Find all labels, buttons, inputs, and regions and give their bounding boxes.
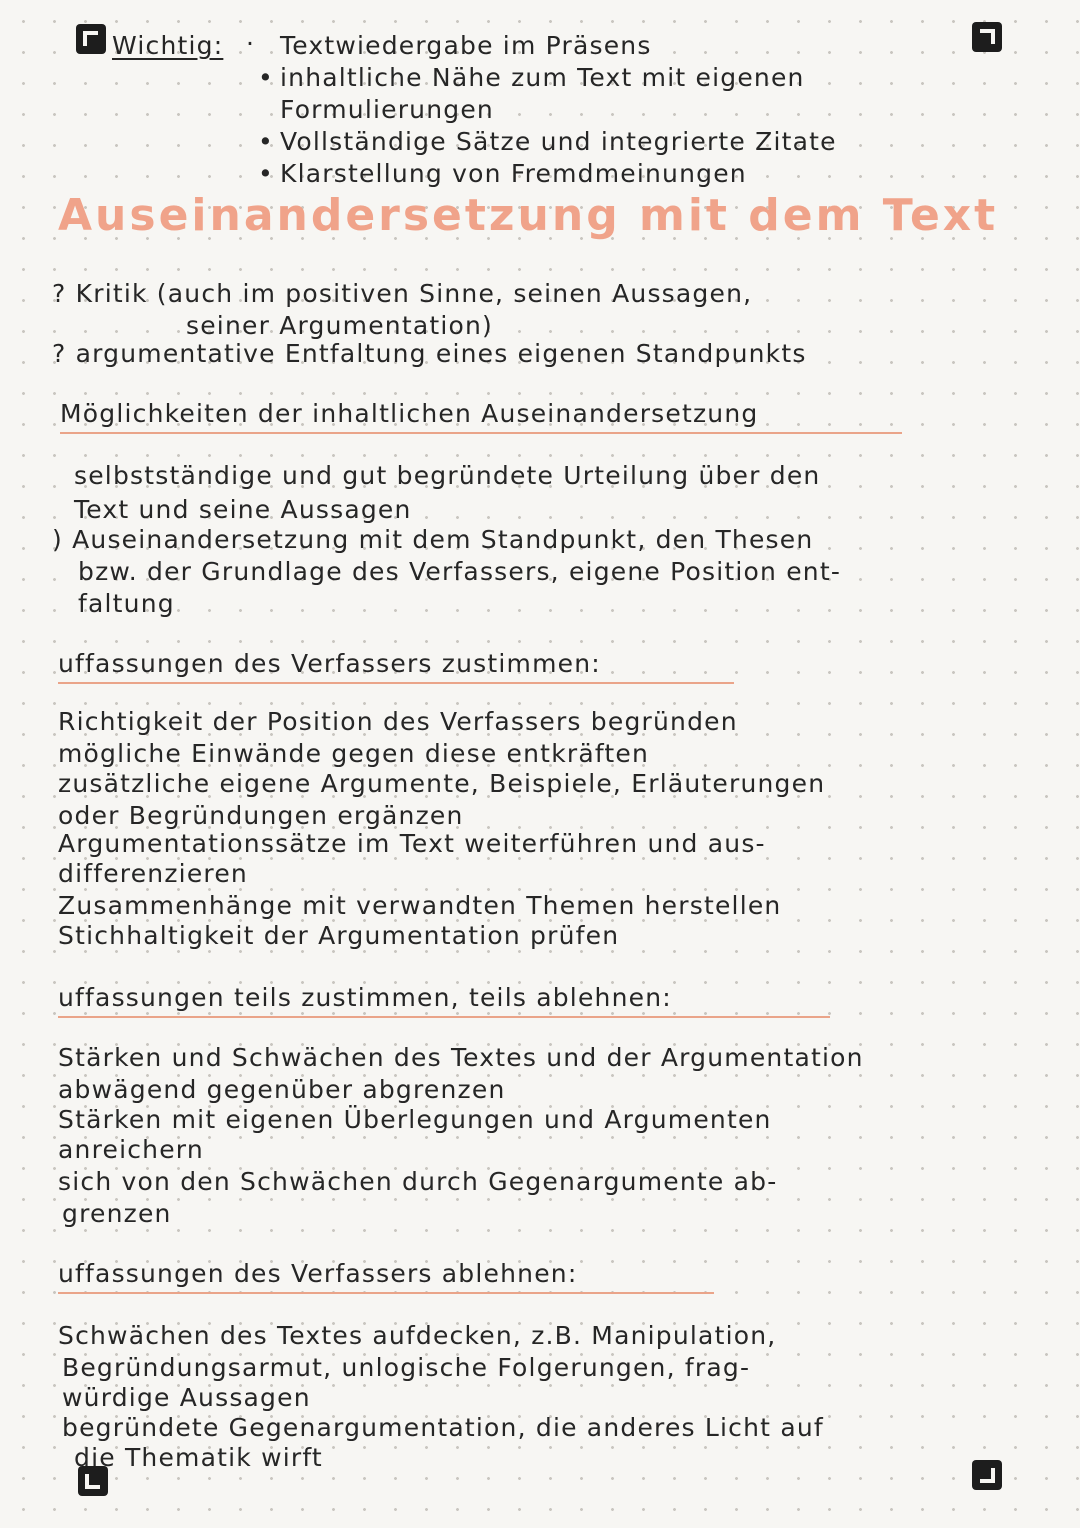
intro-line-1: ? Kritik (auch im positiven Sinne, seinen Aussagen,: [52, 279, 753, 308]
zustimmen-heading: uffassungen des Verfassers zustimmen:: [58, 648, 734, 684]
moeglichkeiten-line: Text und seine Aussagen: [74, 495, 412, 524]
corner-marker-top-right-icon: [972, 22, 1002, 52]
teils-line: sich von den Schwächen durch Gegenargumente ab-: [58, 1167, 778, 1196]
page-title: Auseinandersetzung mit dem Text: [58, 190, 999, 241]
intro-line-3: ? argumentative Entfaltung eines eigenen Standpunkts: [52, 339, 807, 368]
intro-line-2: seiner Argumentation): [186, 311, 493, 340]
zustimmen-line: oder Begründungen ergänzen: [58, 801, 464, 830]
wichtig-item-2-cont: Formulierungen: [280, 95, 494, 124]
wichtig-item: ·: [246, 29, 256, 58]
zustimmen-line: Zusammenhänge mit verwandten Themen herstellen: [58, 891, 782, 920]
zustimmen-line: zusätzliche eigene Argumente, Beispiele, Erläuterungen: [58, 769, 826, 798]
zustimmen-line: Stichhaltigkeit der Argumentation prüfen: [58, 921, 620, 950]
wichtig-item-3: • Vollständige Sätze und integrierte Zitate: [280, 126, 837, 158]
moeglichkeiten-line: faltung: [78, 589, 175, 618]
wichtig-item-1: Textwiedergabe im Präsens: [280, 31, 652, 60]
moeglichkeiten-line: ) Auseinandersetzung mit dem Standpunkt, den Thesen: [52, 525, 814, 554]
ablehnen-line: Schwächen des Textes aufdecken, z.B. Manipulation,: [58, 1321, 777, 1350]
wichtig-label: Wichtig:: [112, 31, 224, 60]
zustimmen-line: Richtigkeit der Position des Verfassers begründen: [58, 707, 738, 736]
ablehnen-line: begründete Gegenargumentation, die anderes Licht auf: [62, 1413, 824, 1442]
zustimmen-line: differenzieren: [58, 859, 248, 888]
corner-marker-top-left-icon: [76, 24, 106, 54]
wichtig-item-2: • inhaltliche Nähe zum Text mit eigenen: [280, 62, 837, 94]
teils-heading: uffassungen teils zustimmen, teils ablehnen:: [58, 982, 830, 1018]
moeglichkeiten-line: bzw. der Grundlage des Verfassers, eigene Position ent-: [78, 557, 842, 586]
ablehnen-line: Begründungsarmut, unlogische Folgerungen, frag-: [62, 1353, 751, 1382]
corner-marker-bottom-right-icon: [972, 1460, 1002, 1490]
wichtig-item-4: • Klarstellung von Fremdmeinungen: [280, 158, 837, 190]
zustimmen-line: Argumentationssätze im Text weiterführen und aus-: [58, 829, 766, 858]
teils-line: abwägend gegenüber abgrenzen: [58, 1075, 506, 1104]
teils-line: Stärken und Schwächen des Textes und der Argumentation: [58, 1043, 864, 1072]
moeglichkeiten-heading: Möglichkeiten der inhaltlichen Auseinandersetzung: [60, 398, 902, 434]
teils-line: Stärken mit eigenen Überlegungen und Argumenten: [58, 1105, 772, 1134]
ablehnen-line: die Thematik wirft: [74, 1443, 323, 1472]
wichtig-list: [280, 30, 837, 190]
zustimmen-line: mögliche Einwände gegen diese entkräften: [58, 739, 650, 768]
teils-line: anreichern: [58, 1135, 204, 1164]
ablehnen-line: würdige Aussagen: [62, 1383, 311, 1412]
moeglichkeiten-line: selbstständige und gut begründete Urteilung über den: [74, 461, 821, 490]
ablehnen-heading: uffassungen des Verfassers ablehnen:: [58, 1258, 714, 1294]
teils-line: grenzen: [62, 1199, 172, 1228]
